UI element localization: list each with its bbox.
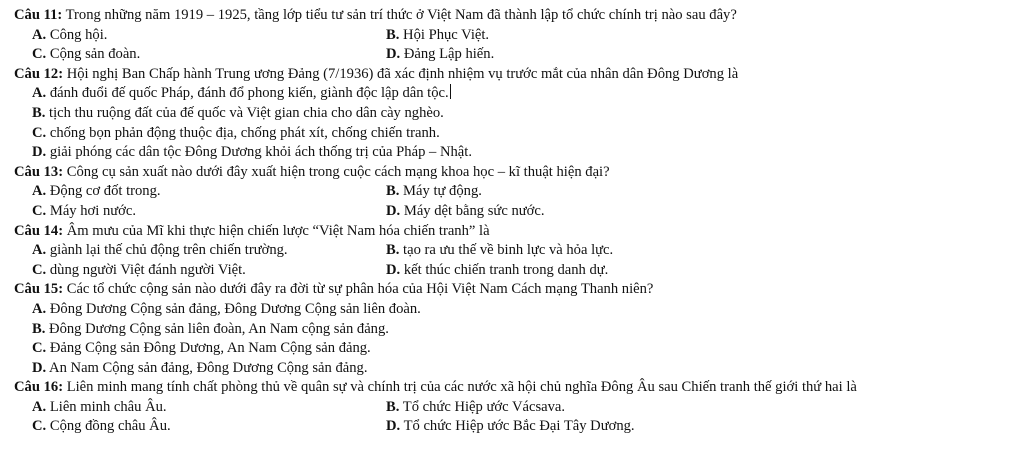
options-row: [14, 26, 1024, 46]
text-cursor: [450, 84, 451, 99]
options-row: [14, 241, 1024, 261]
options-row: [14, 261, 1024, 281]
question-14: [14, 222, 1024, 242]
option-a[interactable]: A. Liên minh châu Âu.: [32, 398, 167, 415]
options-row: [14, 398, 1024, 418]
options-row: [14, 182, 1024, 202]
question-text: Âm mưu của Mĩ khi thực hiện chiến lược “Việt Nam hóa chiến tranh” là: [63, 222, 490, 239]
option-d[interactable]: D. An Nam Cộng sản đảng, Đông Dương Cộng sản đảng.: [32, 359, 368, 376]
question-number: Câu 14:: [14, 222, 64, 239]
question-number: Câu 15:: [14, 281, 64, 298]
question-15: [14, 280, 1024, 300]
option-a[interactable]: A. giành lại thế chủ động trên chiến trường.: [32, 242, 288, 259]
option-a[interactable]: A. đánh đuổi đế quốc Pháp, đánh đổ phong kiến, giành độc lập dân tộc.: [32, 85, 449, 102]
question-number: Câu 16:: [14, 379, 64, 396]
question-number: Câu 13:: [14, 163, 64, 180]
option-c[interactable]: C. dùng người Việt đánh người Việt.: [32, 261, 246, 278]
option-c[interactable]: C. Máy hơi nước.: [32, 202, 137, 219]
options-row: [14, 202, 1024, 222]
option-c[interactable]: C. Đảng Cộng sản Đông Dương, An Nam Cộng sản đảng.: [32, 340, 371, 357]
question-text: Trong những năm 1919 – 1925, tầng lớp tiểu tư sản trí thức ở Việt Nam đã thành lập tổ chức chính trị nào sau đây?: [62, 7, 737, 23]
question-12: [14, 65, 1024, 85]
question-13: [14, 163, 1024, 183]
option-b[interactable]: B. tạo ra ưu thế về binh lực và hỏa lực.: [386, 242, 614, 259]
option-b[interactable]: B. Đông Dương Cộng sản liên đoàn, An Nam cộng sản đảng.: [32, 320, 389, 337]
option-d[interactable]: D. kết thúc chiến tranh trong danh dự.: [386, 261, 609, 278]
option-c[interactable]: C. Cộng đồng châu Âu.: [32, 418, 171, 435]
option-a[interactable]: A. Đông Dương Cộng sản đảng, Đông Dương Cộng sản liên đoàn.: [32, 300, 421, 317]
question-number: Câu 11:: [14, 7, 63, 23]
options-row: [14, 45, 1024, 65]
option-c[interactable]: C. Cộng sản đoàn.: [32, 46, 141, 63]
option-d[interactable]: D. Tổ chức Hiệp ước Bắc Đại Tây Dương.: [386, 418, 635, 435]
option-d[interactable]: D. giải phóng các dân tộc Đông Dương khỏi ách thống trị của Pháp – Nhật.: [32, 144, 472, 161]
options-row: [14, 417, 1024, 437]
option-d[interactable]: D. Máy dệt bằng sức nước.: [386, 202, 545, 219]
question-number: Câu 12:: [14, 65, 64, 82]
question-text: Công cụ sản xuất nào dưới đây xuất hiện trong cuộc cách mạng khoa học – kĩ thuật hiện đại?: [63, 163, 610, 180]
question-16: [14, 378, 1024, 398]
option-a[interactable]: A. Động cơ đốt trong.: [32, 183, 161, 200]
option-b[interactable]: B. Hội Phục Việt.: [386, 26, 490, 43]
option-b[interactable]: B. Tổ chức Hiệp ước Vácsava.: [386, 398, 566, 415]
question-text: Các tổ chức cộng sản nào dưới đây ra đời từ sự phân hóa của Hội Việt Nam Cách mạng Thanh niên?: [63, 281, 654, 298]
question-text: Hội nghị Ban Chấp hành Trung ương Đảng (7/1936) đã xác định nhiệm vụ trước mắt của nhân dân Đông Dương là: [63, 65, 739, 82]
option-a[interactable]: A. Công hội.: [32, 26, 108, 43]
option-b[interactable]: B. tịch thu ruộng đất của đế quốc và Việt gian chia cho dân cày nghèo.: [32, 104, 444, 121]
option-b[interactable]: B. Máy tự động.: [386, 183, 482, 200]
question-text: Liên minh mang tính chất phòng thủ về quân sự và chính trị của các nước xã hội chủ nghĩa Đông Âu sau Chiến tranh thế giới thứ hai là: [63, 379, 857, 396]
option-c[interactable]: C. chống bọn phản động thuộc địa, chống phát xít, chống chiến tranh.: [32, 124, 440, 141]
question-11: [14, 6, 1024, 26]
option-d[interactable]: D. Đảng Lập hiến.: [386, 46, 495, 63]
